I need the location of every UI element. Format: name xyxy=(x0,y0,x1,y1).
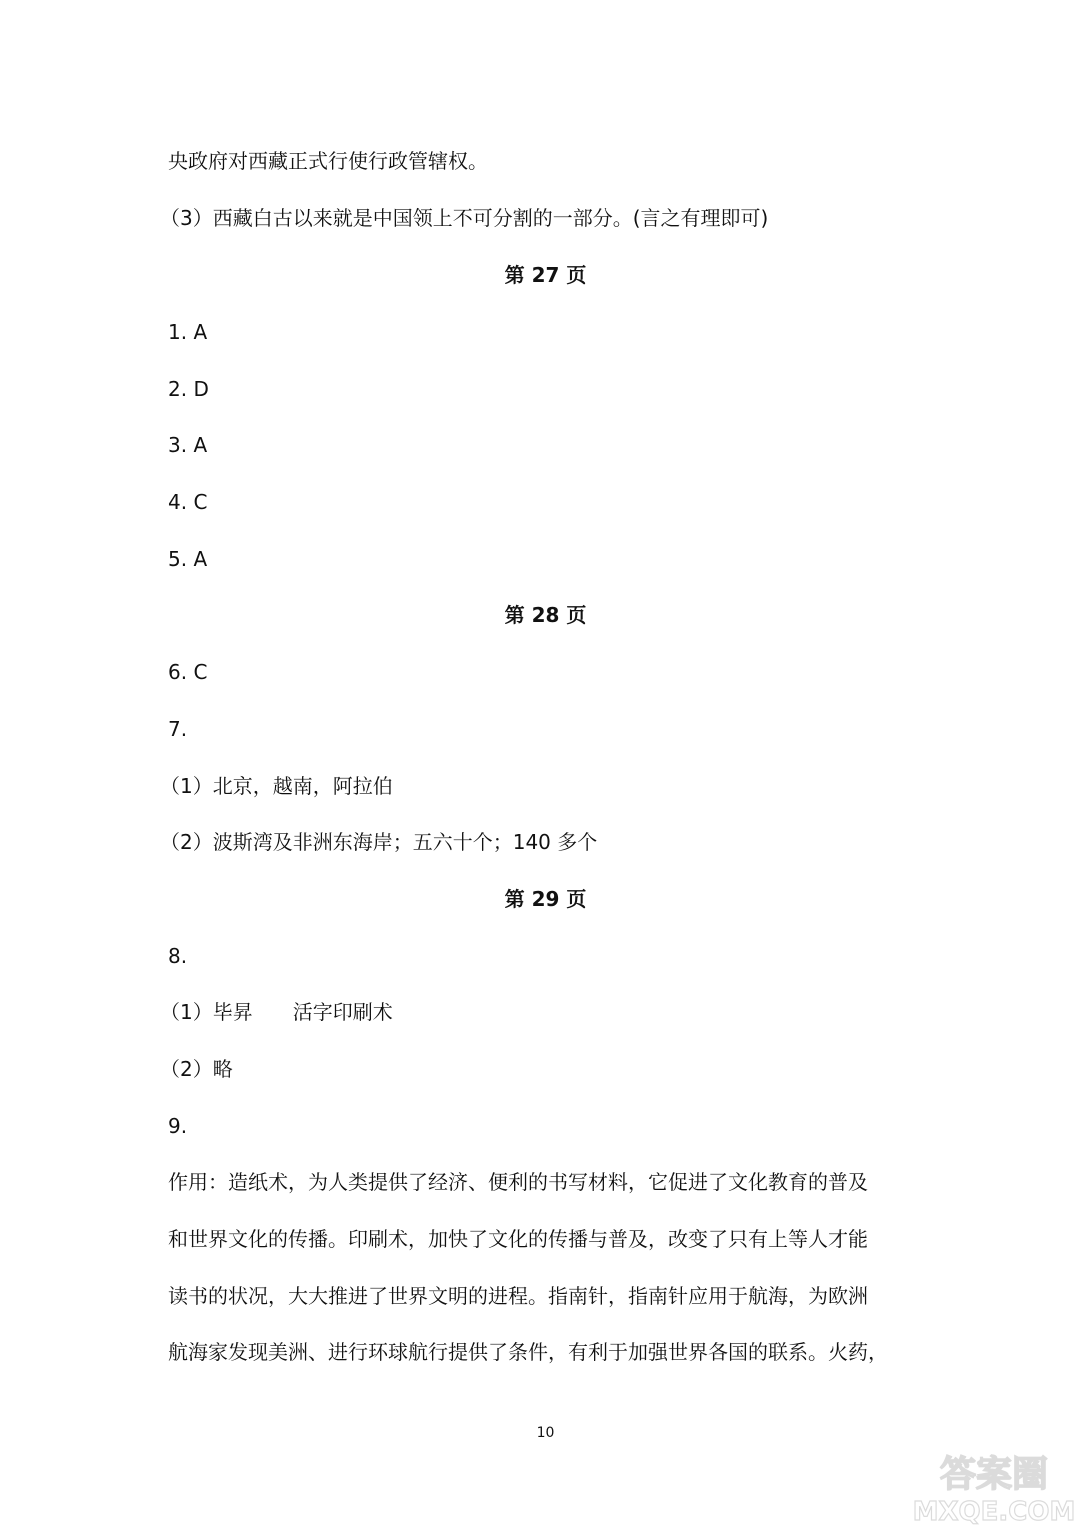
section-heading: 第 29 页 xyxy=(504,887,587,911)
answer-line: （2）略 xyxy=(160,1057,233,1081)
section-heading: 第 28 页 xyxy=(504,603,587,627)
answer-line: 9. xyxy=(168,1114,188,1138)
answer-line: 2. D xyxy=(168,377,209,401)
text-line: 央政府对西藏正式行使行政管辖权。 xyxy=(168,149,488,173)
section-heading: 第 27 页 xyxy=(504,263,587,287)
paragraph-line: 和世界文化的传播。印刷术，加快了文化的传播与普及，改变了只有上等人才能 xyxy=(168,1227,868,1251)
answer-line: 3. A xyxy=(168,433,208,457)
watermark-logo-text: 答案圈 xyxy=(939,1454,1049,1495)
paragraph-line: 作用：造纸术，为人类提供了经济、便利的书写材料，它促进了文化教育的普及 xyxy=(168,1170,868,1194)
paragraph-line: 航海家发现美洲、进行环球航行提供了条件，有利于加强世界各国的联系。火药， xyxy=(168,1340,888,1364)
text-line: （3）西藏白古以来就是中国领上不可分割的一部分。(言之有理即可) xyxy=(160,206,769,230)
answer-line: 6. C xyxy=(168,660,208,684)
answer-line: （1）毕昇 活字印刷术 xyxy=(160,1000,393,1024)
answer-line: （1）北京，越南，阿拉伯 xyxy=(160,774,393,798)
watermark-logo xyxy=(909,1448,1079,1528)
answer-line: 5. A xyxy=(168,547,208,571)
answer-line: 7. xyxy=(168,717,188,741)
watermark-logo-url: MXQE.COM xyxy=(912,1497,1076,1527)
page-number: 10 xyxy=(536,1425,555,1441)
answer-line: 4. C xyxy=(168,490,208,514)
paragraph-line: 读书的状况，大大推进了世界文明的进程。指南针，指南针应用于航海，为欧洲 xyxy=(168,1284,868,1308)
answer-line: 8. xyxy=(168,944,188,968)
answer-line: （2）波斯湾及非洲东海岸；五六十个；140 多个 xyxy=(160,830,598,854)
answer-line: 1. A xyxy=(168,320,208,344)
